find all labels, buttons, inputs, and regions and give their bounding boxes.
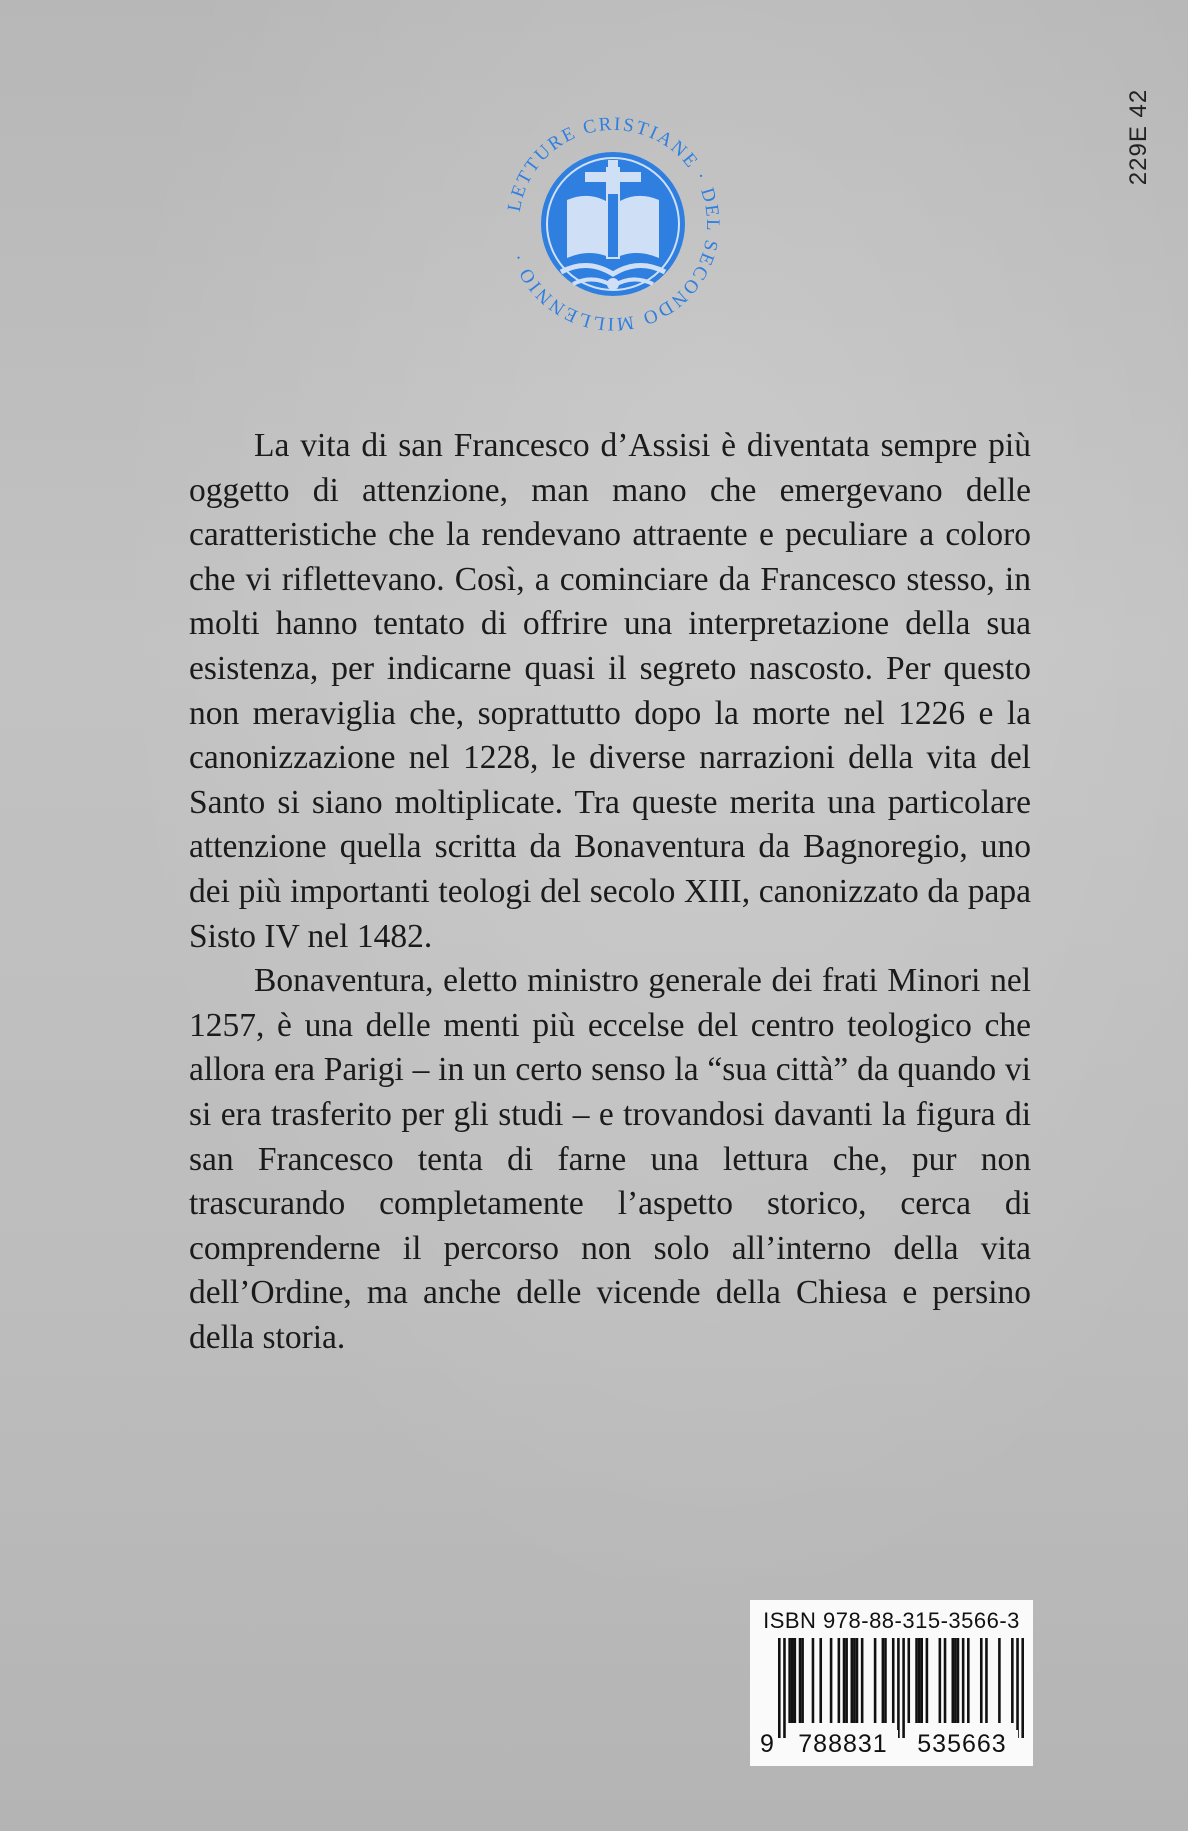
barcode-bar — [874, 1638, 877, 1723]
barcode-bar — [967, 1638, 970, 1723]
barcode-bar — [980, 1638, 983, 1723]
barcode-bar — [954, 1638, 957, 1723]
barcode-bar — [902, 1638, 905, 1738]
barcode-bar — [957, 1638, 960, 1723]
barcode-bar — [778, 1638, 781, 1738]
barcode-bar — [915, 1638, 918, 1723]
barcode-bar — [799, 1638, 802, 1723]
barcode-bar — [783, 1638, 786, 1738]
barcode-bar — [944, 1638, 947, 1723]
barcode-bar — [882, 1638, 885, 1723]
barcode-bar — [801, 1638, 804, 1723]
blurb-paragraph-1: La vita di san Francesco d’Assisi è diventata sempre più oggetto di attenzione, man mano che emergevano delle caratteristiche che la rendevano attraente e peculiare a coloro che vi riflettevano. Così, a cominciare da Francesco stesso, in molti hanno tentato di offrire una interpretazione della sua esistenza, per indicarne quasi il segreto nascosto. Per questo non meraviglia che, soprattutto dopo la morte nel 1226 e la canonizzazione nel 1228, le diverse narrazioni della vita del Santo si siano moltiplicate. Tra queste merita una particolare attenzione quella scritta da Bonaventura da Bagnoregio, uno dei più importanti teologi del secolo XIII, canonizzato da papa Sisto IV nel 1482. — [189, 427, 1031, 955]
barcode-bar — [791, 1638, 794, 1723]
barcode-bars — [756, 1638, 1027, 1764]
barcode-bar — [918, 1638, 921, 1723]
barcode-bar — [794, 1638, 797, 1723]
barcode-bar — [897, 1638, 900, 1738]
barcode-bar — [843, 1638, 846, 1723]
ean-left-digits: 788831 — [788, 1730, 898, 1759]
barcode-bar — [788, 1638, 791, 1723]
barcode-bar — [962, 1638, 965, 1723]
barcode-bar — [856, 1638, 859, 1723]
svg-text:LETTURE CRISTIANE · DEL SECOND: LETTURE CRISTIANE · DEL SECONDO MILLENNIO · — [503, 113, 724, 335]
blurb-paragraph-2: Bonaventura, eletto ministro generale dei frati Minori nel 1257, è una delle menti più eccelse del centro teologico che allora era Parigi – in un certo senso la “sua città” da quando vi si era trasferito per gli studi – e trovandosi davanti la figura di san Francesco tenta di farne una lettura che, pur non trascurando completamente l’aspetto storico, cerca di comprenderne il percorso non solo all’interno della vita dell’Ordine, ma anche delle vicende della Chiesa e persino della storia. — [189, 962, 1031, 1356]
barcode-bar — [920, 1638, 923, 1723]
barcode-bar — [926, 1638, 929, 1723]
barcode-bar — [907, 1638, 910, 1723]
barcode-bar — [939, 1638, 942, 1723]
barcode-bar — [851, 1638, 854, 1723]
barcode-bar — [1016, 1638, 1019, 1738]
ean-right-digits: 535663 — [906, 1730, 1018, 1759]
publisher-seal-logo — [497, 108, 729, 340]
barcode-bar — [1021, 1638, 1024, 1738]
barcode-bar — [1011, 1638, 1014, 1723]
barcode-bar — [819, 1638, 822, 1723]
isbn-label: ISBN 978-88-315-3566-3 — [763, 1608, 1020, 1633]
barcode-bar — [985, 1638, 988, 1723]
barcode-bar — [812, 1638, 815, 1723]
barcode-bar — [861, 1638, 864, 1723]
catalog-code-text: 229E 42 — [1125, 88, 1153, 186]
barcode-bar — [845, 1638, 848, 1723]
ean-digits — [756, 1730, 1027, 1762]
barcode-bar — [838, 1638, 841, 1723]
barcode-bar — [951, 1638, 954, 1723]
catalog-code — [1112, 82, 1166, 192]
ean-first-digit: 9 — [760, 1730, 774, 1758]
barcode-bar — [884, 1638, 887, 1723]
barcode-bar — [853, 1638, 856, 1723]
isbn-barcode — [750, 1600, 1033, 1766]
barcode-bar — [998, 1638, 1001, 1723]
barcode-bar — [892, 1638, 895, 1723]
barcode-bar — [830, 1638, 833, 1723]
back-cover-blurb — [189, 424, 1031, 1360]
